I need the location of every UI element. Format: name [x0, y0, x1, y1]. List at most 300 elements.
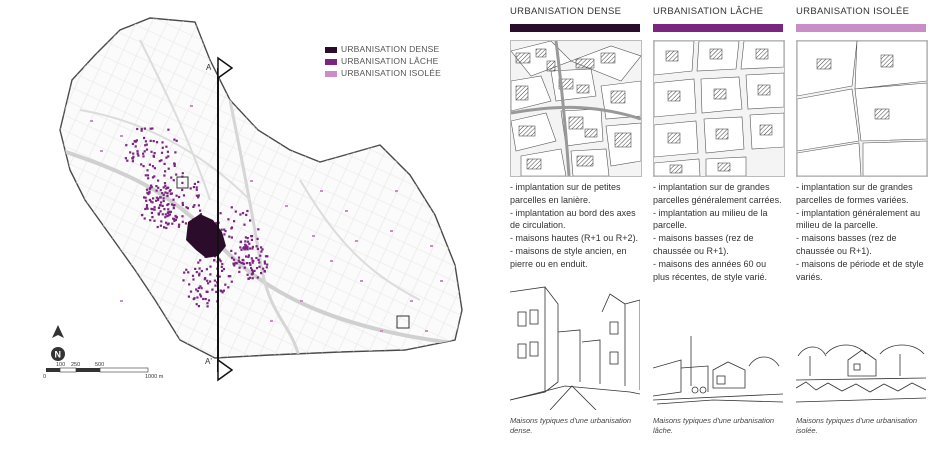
building-lache — [151, 216, 153, 218]
building-lache — [157, 180, 159, 182]
building-lache — [170, 189, 172, 191]
building-lache — [178, 196, 180, 198]
building-lache — [231, 206, 233, 208]
building-lache — [161, 192, 163, 194]
building-lache — [188, 296, 190, 298]
legend-item-isolee: URBANISATION ISOLÉE — [325, 68, 441, 78]
building-lache — [260, 251, 262, 253]
building-lache — [159, 196, 161, 198]
building-lache — [252, 260, 254, 262]
building-lache — [221, 266, 223, 268]
building-lache — [164, 170, 166, 172]
building-lache — [252, 277, 254, 279]
building-lache — [198, 194, 200, 196]
building-lache — [159, 160, 161, 162]
building-lache — [165, 146, 167, 148]
building-lache — [160, 220, 162, 222]
description-lache — [653, 181, 785, 283]
building-lache — [199, 210, 201, 212]
building-lache — [149, 164, 151, 166]
building-lache — [183, 272, 185, 274]
building-lache — [142, 155, 144, 157]
building-lache — [149, 188, 151, 190]
building-lache — [249, 262, 251, 264]
building-lache — [149, 219, 151, 221]
building-lache — [242, 259, 244, 261]
column-title-lache: URBANISATION LÂCHE — [653, 6, 764, 17]
building-lache — [144, 217, 146, 219]
building-lache — [164, 216, 166, 218]
building-lache — [223, 290, 225, 292]
building-lache — [213, 259, 215, 261]
legend-swatch-lache — [325, 59, 337, 65]
building-lache — [245, 255, 247, 257]
building-lache — [171, 223, 173, 225]
building-isolee — [345, 210, 348, 212]
building-lache — [224, 284, 226, 286]
building-lache — [238, 257, 240, 259]
building-lache — [223, 268, 225, 270]
building-lache — [209, 266, 211, 268]
caption-dense: Maisons typiques d'une urbanisation dense. — [510, 416, 632, 435]
bullet: - implantation sur de grandes parcelles de formes variées. — [796, 182, 913, 205]
building-lache — [197, 290, 199, 292]
column-title-dense: URBANISATION DENSE — [510, 6, 622, 17]
building-lache — [146, 149, 148, 151]
building-lache — [162, 205, 164, 207]
building-lache — [145, 140, 147, 142]
building-lache — [152, 197, 154, 199]
building-isolee — [330, 260, 333, 262]
building-lache — [250, 235, 252, 237]
building-lache — [244, 267, 246, 269]
building-lache — [199, 293, 201, 295]
building-lache — [168, 168, 170, 170]
building-lache — [249, 277, 251, 279]
building-lache — [178, 226, 180, 228]
building-lache — [240, 249, 242, 251]
building-lache — [170, 177, 172, 179]
building-lache — [245, 236, 247, 238]
building-lache — [209, 280, 211, 282]
building-lache — [162, 147, 164, 149]
building-lache — [135, 145, 137, 147]
building-lache — [197, 181, 199, 183]
building-lache — [264, 262, 266, 264]
building-lache — [144, 128, 146, 130]
cadastral-plan-isolee — [796, 40, 928, 177]
scale-tick-250: 250 — [71, 362, 81, 368]
building-isolee — [395, 190, 398, 192]
building-isolee — [120, 135, 123, 137]
building-lache — [182, 279, 184, 281]
building-lache — [160, 201, 162, 203]
building-lache — [185, 222, 187, 224]
building-lache — [132, 160, 134, 162]
building-lache — [233, 259, 235, 261]
svg-text:N: N — [54, 349, 61, 360]
building-lache — [247, 256, 249, 258]
building-lache — [187, 207, 189, 209]
building-lache — [154, 167, 156, 169]
building-lache — [153, 175, 155, 177]
building-lache — [199, 259, 201, 261]
building-lache — [245, 214, 247, 216]
building-lache — [182, 204, 184, 206]
column-color-bar-isolee — [796, 24, 926, 32]
building-lache — [145, 174, 147, 176]
building-lache — [231, 257, 233, 259]
building-lache — [163, 197, 165, 199]
building-lache — [163, 174, 165, 176]
building-lache — [258, 259, 260, 261]
building-lache — [197, 262, 199, 264]
building-lache — [176, 140, 178, 142]
building-lache — [240, 241, 242, 243]
building-lache — [207, 282, 209, 284]
building-lache — [167, 211, 169, 213]
building-lache — [183, 194, 185, 196]
building-lache — [234, 252, 236, 254]
building-lache — [154, 206, 156, 208]
building-lache — [168, 223, 170, 225]
building-lache — [238, 271, 240, 273]
bullet: - implantation généralement au milieu de la parcelle. — [796, 207, 921, 231]
building-lache — [158, 213, 160, 215]
building-lache — [129, 151, 131, 153]
building-lache — [175, 174, 177, 176]
building-lache — [165, 222, 167, 224]
building-lache — [154, 152, 156, 154]
bullet: - implantation au bord des axes de circulation. — [510, 207, 636, 231]
scale-tick-0: 0 — [43, 374, 47, 380]
building-isolee — [270, 320, 273, 322]
column-color-bar-dense — [510, 24, 640, 32]
building-lache — [141, 214, 143, 216]
building-lache — [246, 262, 248, 264]
building-lache — [140, 163, 142, 165]
building-lache — [206, 291, 208, 293]
building-lache — [200, 295, 202, 297]
building-lache — [152, 165, 154, 167]
building-lache — [126, 160, 128, 162]
building-lache — [181, 189, 183, 191]
building-lache — [204, 277, 206, 279]
building-lache — [151, 208, 153, 210]
building-lache — [249, 219, 251, 221]
building-lache — [234, 262, 236, 264]
building-isolee — [120, 300, 123, 302]
building-lache — [211, 289, 213, 291]
building-lache — [224, 230, 226, 232]
building-lache — [173, 139, 175, 141]
building-lache — [164, 163, 166, 165]
building-lache — [198, 273, 200, 275]
house-sketch-dense — [510, 282, 640, 410]
building-lache — [165, 157, 167, 159]
building-isolee — [440, 280, 443, 282]
scale-tick-100: 100 — [56, 362, 66, 368]
building-lache — [136, 128, 138, 130]
building-lache — [192, 278, 194, 280]
building-lache — [157, 187, 159, 189]
building-lache — [214, 285, 216, 287]
building-isolee — [410, 300, 413, 302]
building-lache — [134, 140, 136, 142]
building-lache — [196, 189, 198, 191]
building-lache — [193, 186, 195, 188]
building-isolee — [100, 150, 103, 152]
building-lache — [147, 174, 149, 176]
section-arrow-top — [218, 58, 232, 78]
building-lache — [258, 261, 260, 263]
building-lache — [153, 220, 155, 222]
building-lache — [160, 210, 162, 212]
building-lache — [239, 261, 241, 263]
building-lache — [145, 200, 147, 202]
building-lache — [231, 281, 233, 283]
building-lache — [193, 204, 195, 206]
building-isolee — [355, 240, 358, 242]
bullet: - implantation au milieu de la parcelle. — [653, 207, 768, 231]
building-lache — [159, 204, 161, 206]
building-lache — [151, 201, 153, 203]
building-lache — [196, 303, 198, 305]
building-lache — [266, 255, 268, 257]
building-lache — [153, 140, 155, 142]
building-lache — [244, 248, 246, 250]
building-lache — [132, 156, 134, 158]
building-lache — [172, 199, 174, 201]
building-isolee — [430, 245, 433, 247]
building-lache — [207, 305, 209, 307]
building-lache — [188, 283, 190, 285]
building-lache — [161, 141, 163, 143]
building-lache — [235, 211, 237, 213]
building-lache — [198, 305, 200, 307]
building-lache — [196, 296, 198, 298]
building-isolee — [250, 180, 253, 182]
building-lache — [251, 239, 253, 241]
building-lache — [151, 212, 153, 214]
building-lache — [163, 226, 165, 228]
building-lache — [247, 274, 249, 276]
building-lache — [190, 291, 192, 293]
building-lache — [255, 257, 257, 259]
building-lache — [161, 152, 163, 154]
building-lache — [170, 193, 172, 195]
building-lache — [227, 286, 229, 288]
building-lache — [137, 153, 139, 155]
building-lache — [244, 246, 246, 248]
building-lache — [141, 128, 143, 130]
building-lache — [196, 271, 198, 273]
building-lache — [246, 210, 248, 212]
building-lache — [181, 182, 183, 184]
building-lache — [173, 207, 175, 209]
building-isolee — [285, 205, 288, 207]
building-lache — [150, 140, 152, 142]
building-lache — [168, 214, 170, 216]
building-lache — [167, 208, 169, 210]
building-lache — [250, 267, 252, 269]
building-lache — [158, 207, 160, 209]
house-sketch-isolee — [796, 336, 926, 410]
building-lache — [257, 276, 259, 278]
building-lache — [162, 213, 164, 215]
building-lache — [243, 224, 245, 226]
building-lache — [257, 228, 259, 230]
cadastral-plan-lache — [653, 40, 785, 177]
bullet: - maisons basses (rez de chaussée ou R+1). — [796, 233, 897, 256]
building-lache — [264, 260, 266, 262]
bullet: - maisons hautes (R+1 ou R+2). — [510, 233, 639, 244]
building-lache — [208, 299, 210, 301]
building-lache — [165, 227, 167, 229]
scale-bar — [43, 362, 164, 380]
bullet: - implantation sur de grandes parcelles généralement carrées. — [653, 182, 782, 205]
building-lache — [157, 226, 159, 228]
building-lache — [154, 209, 156, 211]
building-lache — [199, 267, 201, 269]
building-lache — [194, 268, 196, 270]
building-lache — [185, 269, 187, 271]
building-lache — [156, 141, 158, 143]
caption-lache: Maisons typiques d'une urbanisation lâche. — [653, 416, 775, 435]
building-lache — [257, 248, 259, 250]
building-lache — [258, 266, 260, 268]
building-lache — [261, 248, 263, 250]
building-lache — [251, 257, 253, 259]
building-lache — [125, 157, 127, 159]
building-lache — [201, 287, 203, 289]
building-lache — [164, 191, 166, 193]
building-lache — [163, 200, 165, 202]
building-isolee — [190, 105, 193, 107]
building-lache — [205, 298, 207, 300]
building-lache — [262, 268, 264, 270]
building-lache — [214, 280, 216, 282]
section-arrow-bottom — [218, 360, 232, 380]
building-lache — [146, 204, 148, 206]
legend-item-dense: URBANISATION DENSE — [325, 44, 439, 54]
building-lache — [176, 216, 178, 218]
building-lache — [172, 218, 174, 220]
building-lache — [166, 192, 168, 194]
bullet: - maisons de période et de style variés. — [796, 258, 924, 282]
building-lache — [187, 271, 189, 273]
building-lache — [233, 264, 235, 266]
section-label-top: A — [206, 63, 212, 72]
building-lache — [242, 262, 244, 264]
building-lache — [247, 241, 249, 243]
building-lache — [257, 238, 259, 240]
scale-tick-1000: 1000 m — [145, 374, 164, 380]
building-lache — [125, 144, 127, 146]
building-isolee — [320, 190, 323, 192]
building-lache — [256, 267, 258, 269]
building-isolee — [425, 330, 428, 332]
building-lache — [157, 198, 159, 200]
building-isolee — [360, 280, 363, 282]
legend-swatch-dense — [325, 47, 337, 53]
building-lache — [231, 236, 233, 238]
building-lache — [246, 246, 248, 248]
building-lache — [229, 275, 231, 277]
building-lache — [137, 155, 139, 157]
building-lache — [252, 273, 254, 275]
building-lache — [143, 165, 145, 167]
column-color-bar-lache — [653, 24, 783, 32]
building-lache — [165, 188, 167, 190]
scale-tick-500: 500 — [95, 362, 105, 368]
building-lache — [266, 264, 268, 266]
building-lache — [148, 191, 150, 193]
building-lache — [223, 233, 225, 235]
building-lache — [132, 143, 134, 145]
bullet: - maisons de style ancien, en pierre ou en enduit. — [510, 245, 627, 269]
building-lache — [151, 186, 153, 188]
building-isolee — [380, 330, 383, 332]
building-lache — [182, 202, 184, 204]
building-lache — [147, 177, 149, 179]
building-lache — [249, 247, 251, 249]
building-lache — [163, 186, 165, 188]
building-lache — [144, 144, 146, 146]
north-arrow-icon — [51, 325, 65, 361]
building-lache — [248, 243, 250, 245]
building-isolee — [390, 230, 393, 232]
building-lache — [202, 298, 204, 300]
building-lache — [231, 226, 233, 228]
building-lache — [201, 270, 203, 272]
building-lache — [230, 250, 232, 252]
building-lache — [252, 246, 254, 248]
building-lache — [174, 151, 176, 153]
building-lache — [196, 195, 198, 197]
building-lache — [260, 246, 262, 248]
building-lache — [193, 298, 195, 300]
building-lache — [242, 212, 244, 214]
building-lache — [165, 213, 167, 215]
building-isolee — [312, 235, 315, 237]
building-lache — [150, 128, 152, 130]
building-lache — [209, 273, 211, 275]
building-lache — [196, 186, 198, 188]
building-lache — [178, 224, 180, 226]
description-isolee — [796, 181, 928, 283]
building-lache — [194, 183, 196, 185]
bullet: - implantation sur de petites parcelles en lanière. — [510, 182, 621, 205]
building-lache — [206, 268, 208, 270]
building-lache — [259, 255, 261, 257]
building-lache — [142, 153, 144, 155]
caption-isolee: Maisons typiques d'une urbanisation isolée. — [796, 416, 918, 435]
building-lache — [206, 302, 208, 304]
building-lache — [166, 204, 168, 206]
building-lache — [132, 153, 134, 155]
building-lache — [153, 155, 155, 157]
building-lache — [149, 199, 151, 201]
building-lache — [173, 220, 175, 222]
building-lache — [167, 151, 169, 153]
building-lache — [198, 287, 200, 289]
building-lache — [182, 221, 184, 223]
building-lache — [146, 169, 148, 171]
building-lache — [156, 190, 158, 192]
building-lache — [150, 151, 152, 153]
building-lache — [164, 182, 166, 184]
